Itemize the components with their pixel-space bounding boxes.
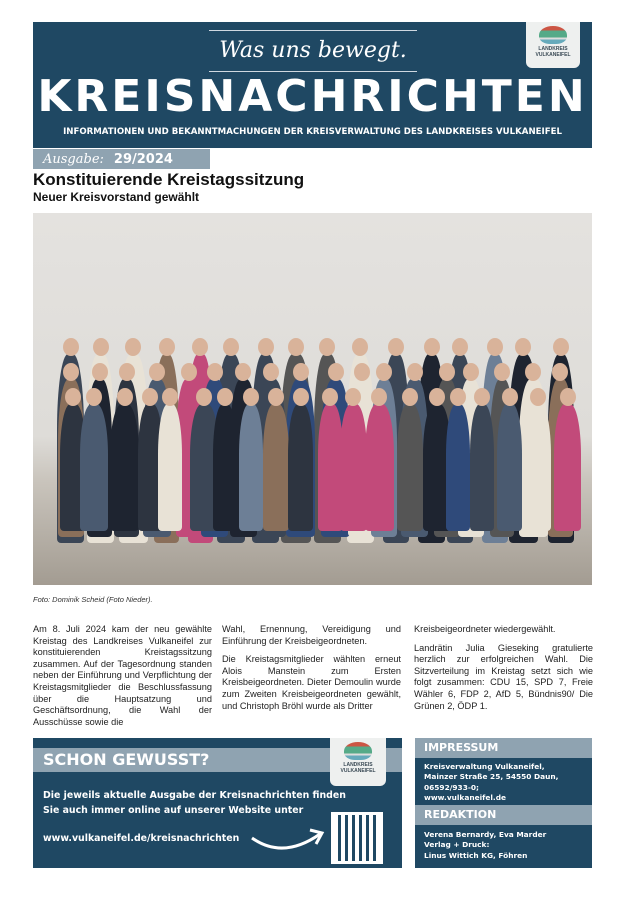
person-head [530,388,546,406]
landkreis-logo: LANDKREIS VULKANEIFEL [330,738,386,786]
masthead [33,22,592,148]
person-head [65,388,81,406]
person [80,404,108,531]
person-head [560,388,576,406]
person-head [235,363,251,381]
person [525,404,551,531]
issue-number: 29/2024 [113,152,173,167]
person-head [63,363,79,381]
info-box-title: SCHON GEWUSST? [43,750,210,769]
person-head [63,338,79,356]
person-head [452,338,468,356]
issue-label: Ausgabe: [43,152,104,167]
person-head [388,338,404,356]
issue-bar [33,149,210,169]
redaktion-text: Verena Bernardy, Eva Marder Verlag + Druck: Linus Wittich KG, Föhren [424,830,547,860]
article-subtitle: Neuer Kreisvorstand gewählt [33,190,200,204]
person-head [125,338,141,356]
person-head [429,388,445,406]
info-box [33,738,402,868]
impressum-text: Kreisverwaltung Vulkaneifel, Mainzer Straße 25, 54550 Daun, 06592/933-0; www.vulkaneifel.de [424,762,559,803]
person-head [463,363,479,381]
person-head [450,388,466,406]
person-head [207,363,223,381]
person-head [119,363,135,381]
website-link[interactable]: www.vulkaneifel.de/kreisnachrichten [43,833,240,844]
person-head [376,363,392,381]
person [446,404,470,531]
person-head [525,363,541,381]
impressum-title: IMPRESSUM [415,738,592,758]
person-head [223,338,239,356]
person [554,404,581,531]
person [340,404,367,531]
person [288,404,313,531]
tagline: Was uns bewegt. [209,30,417,72]
person-head [424,338,440,356]
person-head [93,338,109,356]
article-column-1: Am 8. Juli 2024 kam der neu gewählte Kreistag des Landkreises Vulkaneifel zur konstituierenden Kreistagssitzung zusammen. Auf der Tagesordnung standen neben der Einführung und Verpflichtung der Kreistagsmitglieder die Beschlussfassung über die Hauptsatzung und Geschäftsordnung, die Wahl der Ausschüsse sowie die [33,624,212,727]
person-head [487,338,503,356]
person [497,404,521,531]
person [239,404,263,531]
person-head [258,338,274,356]
person-head [288,338,304,356]
person-head [352,338,368,356]
person-head [162,388,178,406]
person-head [402,388,418,406]
person-head [217,388,233,406]
person-head [319,338,335,356]
publication-subline: INFORMATIONEN UND BEKANNTMACHUNGEN DER KREISVERWALTUNG DES LANDKREISES VULKANEIFEL [63,127,562,137]
person-head [474,388,490,406]
person-head [92,363,108,381]
person-head [328,363,344,381]
impressum-box [415,738,592,868]
info-box-text: Die jeweils aktuelle Ausgabe der Kreisnachrichten finden Sie auch immer online auf unserer Website unter [43,790,346,816]
person [158,404,182,531]
publication-title: KREISNACHRICHTEN [37,71,588,122]
person-head [354,363,370,381]
person [110,404,139,531]
redaktion-title: REDAKTION [415,805,592,825]
logo-icon [539,26,567,44]
person [470,404,494,531]
person-head [243,388,259,406]
person [365,404,394,531]
qr-code[interactable] [331,812,383,864]
person-head [502,388,518,406]
article-title: Konstituierende Kreistagssitzung [33,170,305,189]
person [318,404,343,531]
landkreis-logo: LANDKREIS VULKANEIFEL [526,22,580,68]
group-photo [33,213,592,585]
person-head [159,338,175,356]
person-head [263,363,279,381]
person-head [293,388,309,406]
person [213,404,237,531]
person-head [117,388,133,406]
person-head [553,338,569,356]
person-head [515,338,531,356]
person-head [149,363,165,381]
person-head [268,388,284,406]
person [397,404,423,531]
person-head [494,363,510,381]
article-column-3: Kreisbeigeordneter wiedergewählt. Landrätin Julia Gieseking gratulierte herzlich zur erfolgreichen Wahl. Die Sitzverteilung im Kreistag setzt sich wie folgt zusammen: CDU 15, SPD 7, Freie Wähler 6, FDP 2, AfD 5, Bündnis90/ Die Grünen 2, ÖDP 1. [414,624,593,711]
person-head [407,363,423,381]
person-head [293,363,309,381]
arrow-icon [248,824,328,860]
logo-icon [344,742,372,760]
person-head [192,338,208,356]
person [263,404,289,531]
article-column-2: Wahl, Ernennung, Vereidigung und Einführung der Kreisbeigeordneten. Die Kreistagsmitglieder wählten erneut Alois Manstein zum Ersten Kreisbeigeordneten. Dieter Demoulin wurde zum Zweiten Kreisbeigeordneten gewählt, und Christoph Bröhl wurde als Dritter [222,624,401,711]
photo-caption: Foto: Dominik Scheid (Foto Nieder). [33,595,153,604]
